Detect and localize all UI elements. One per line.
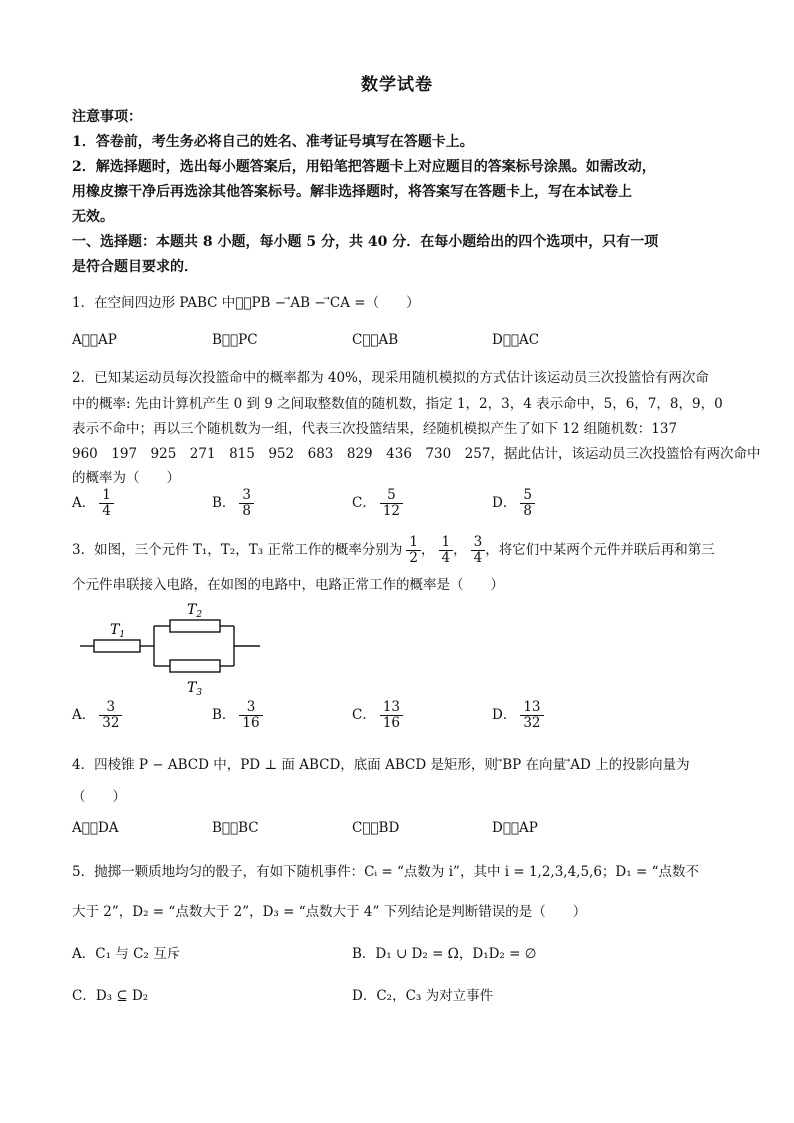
section-heading-line-2: 是符合题目要求的． [72,259,198,275]
question-1-option-b[interactable]: B．⃗PC [212,332,258,348]
question-5-option-b[interactable]: B．D₁ ∪ D₂ = Ω，D₁D₂ = ∅ [352,946,537,962]
question-1-option-a[interactable]: A．⃗AP [72,332,117,348]
question-5-option-d[interactable]: D．C₂，C₃ 为对立事件 [352,988,494,1004]
question-5-option-c[interactable]: C．D₃ ⊆ D₂ [72,988,149,1004]
question-2-option-c[interactable] [352,488,403,519]
notice-item-2-line-2: 用橡皮擦干净后再选涂其他答案标号。解非选择题时，将答案写在答题卡上，写在本试卷上 [72,184,632,200]
label-t1: $T_1$ [110,622,126,640]
option-label: A． [72,706,96,723]
fraction: $\frac{3}{16}$ [239,700,262,731]
separator: ， [421,541,435,558]
resistor-t3 [170,660,220,672]
option-label: D． [492,494,517,511]
option-label: C． [352,706,376,723]
question-4-option-d[interactable]: D．⃗AP [492,820,538,836]
notice-item-2-line-3: 无效。 [72,209,114,225]
question-4-stem: 4．四棱锥 P − ABCD 中，PD ⊥ 面 ABCD，底面 ABCD 是矩形，则 ⃗BP 在向量 ⃗AD 上的投影向量为 [72,757,690,773]
question-3-stem-a: 3．如图，三个元件 T₁，T₂，T₃ 正常工作的概率分别为 [72,541,403,558]
fraction: $\frac{3}{8}$ [239,488,254,519]
circuit-diagram [76,598,266,696]
option-label: B． [212,706,236,723]
question-3-option-b[interactable] [212,700,263,731]
option-label: C． [352,494,376,511]
question-5-line-2: 大于 2”，D₂ = “点数大于 2”，D₃ = “点数大于 4” 下列结论是判断错误的是（ ） [72,904,587,920]
question-2-option-d[interactable] [492,488,535,519]
question-4-option-a[interactable]: A．⃗DA [72,820,119,836]
page-title: 数学试卷 [361,75,433,95]
question-4-option-c[interactable]: C．⃗BD [352,820,400,836]
fraction: $\frac{1}{4}$ [99,488,114,519]
question-4-option-b[interactable]: B．⃗BC [212,820,259,836]
notice-heading: 注意事项： [72,109,142,125]
fraction: $\frac{3}{32}$ [99,700,122,731]
question-2-line-1: 2．已知某运动员每次投篮命中的概率都为 40%，现采用随机模拟的方式估计该运动员三次投篮恰有两次命 [72,370,709,386]
fraction: $\frac{13}{32}$ [520,700,543,731]
question-1-stem: 1．在空间四边形 PABC 中，⃗PB − ⃗AB − ⃗CA =（ ） [72,295,420,311]
fraction: $\frac{1}{4}$ [439,535,454,566]
fraction: $\frac{5}{8}$ [520,488,535,519]
question-3-option-d[interactable] [492,700,544,731]
separator: ， [453,541,467,558]
question-5-option-a[interactable]: A．C₁ 与 C₂ 互斥 [72,946,181,962]
question-4-line-2: （ ） [72,789,126,805]
resistor-t1 [94,640,140,652]
label-t2: $T_2$ [187,602,203,620]
question-3-line-2: 个元件串联接入电路，在如图的电路中，电路正常工作的概率是（ ） [72,577,504,593]
question-3-line-1 [72,535,715,566]
fraction: $\frac{3}{4}$ [471,535,486,566]
option-label: A． [72,494,96,511]
question-1-option-d[interactable]: D．⃗AC [492,332,540,348]
fraction: $\frac{5}{12}$ [380,488,403,519]
option-label: D． [492,706,517,723]
question-2-option-b[interactable] [212,488,254,519]
question-2-option-a[interactable] [72,488,114,519]
question-3-option-a[interactable] [72,700,122,731]
fraction: $\frac{1}{2}$ [406,535,421,566]
question-2-line-2: 中的概率: 先由计算机产生 0 到 9 之间取整数值的随机数，指定 1，2，3，4 表示命中，5，6，7，8，9，0 [72,396,723,412]
question-3-option-c[interactable] [352,700,403,731]
question-1-option-c[interactable]: C．⃗AB [352,332,399,348]
question-3-stem-b: ，将它们中某两个元件并联后再和第三 [485,541,715,558]
question-2-line-4: 960 197 925 271 815 952 683 829 436 730 257，据此估计，该运动员三次投篮恰有两次命中 [72,446,761,462]
label-t3: $T_3$ [187,680,203,696]
resistor-t2 [170,620,220,632]
question-5-line-1: 5．抛掷一颗质地均匀的骰子，有如下随机事件：Cᵢ = “点数为 i”，其中 i = 1,2,3,4,5,6；D₁ = “点数不 [72,864,699,880]
section-heading-line-1: 一、选择题：本题共 8 小题，每小题 5 分，共 40 分．在每小题给出的四个选项中，只有一项 [72,234,659,250]
notice-item-1: 1．答卷前，考生务必将自己的姓名、准考证号填写在答题卡上。 [72,134,474,150]
fraction: $\frac{13}{16}$ [380,700,403,731]
option-label: B． [212,494,236,511]
question-2-line-3: 表示不命中；再以三个随机数为一组，代表三次投篮结果，经随机模拟产生了如下 12 组随机数：137 [72,421,678,437]
notice-item-2-line-1: 2．解选择题时，选出每小题答案后，用铅笔把答题卡上对应题目的答案标号涂黑。如需改动， [72,159,656,175]
question-2-line-5: 的概率为（ ） [72,470,180,486]
